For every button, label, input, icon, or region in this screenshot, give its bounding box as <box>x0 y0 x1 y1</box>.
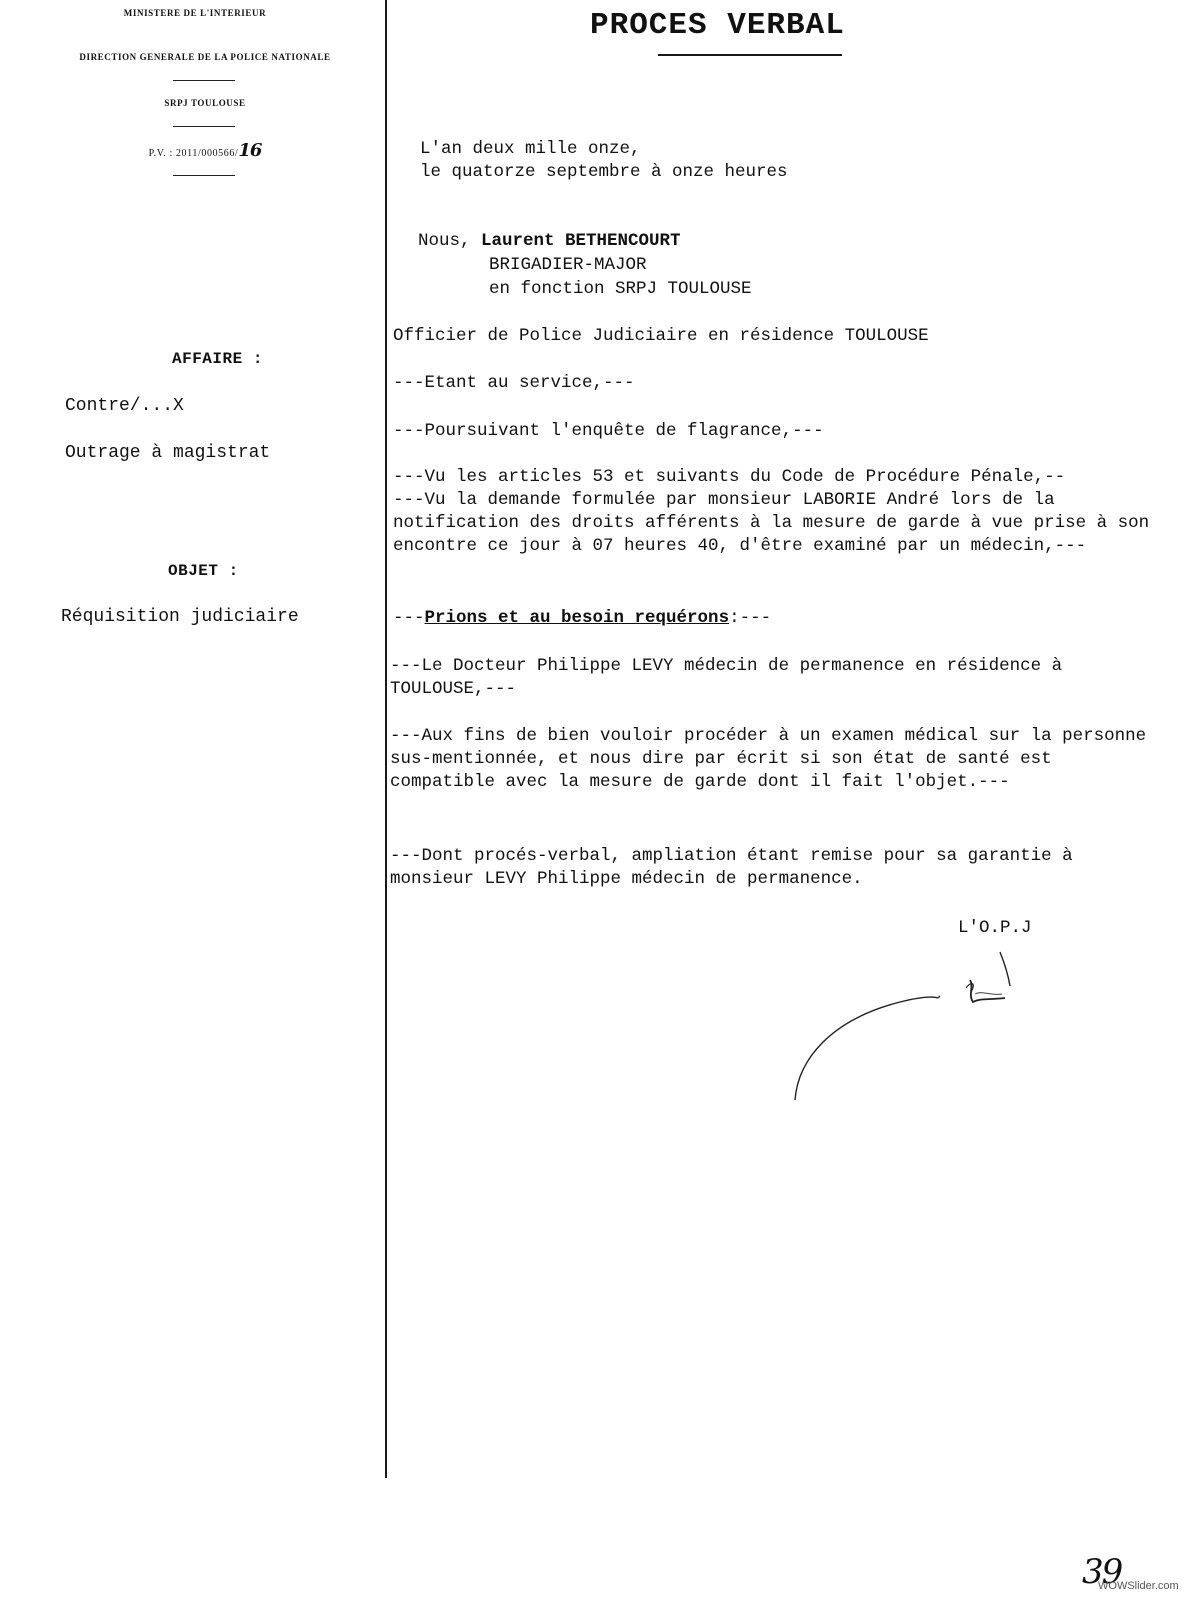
opj-signature-label: L'O.P.J <box>958 918 1032 938</box>
vu-demande: ---Vu la demande formulée par monsieur LABORIE André lors de la notification des droits afférents à la mesure de garde à vue prise à son encontre ce jour à 07 heures 40, d'être examiné par un médecin,--- <box>393 490 1160 556</box>
nous-prefix: Nous, <box>418 231 482 251</box>
prions-suffix: :--- <box>729 608 772 628</box>
docteur-paragraph: ---Le Docteur Philippe LEVY médecin de permanence en résidence à TOULOUSE,--- <box>390 656 1073 699</box>
watermark: WOWSlider.com <box>1098 1580 1179 1592</box>
date-line-1: L'an deux mille onze, <box>420 139 641 159</box>
officer-name: Laurent BETHENCOURT <box>481 231 681 251</box>
officer-function: en fonction SRPJ TOULOUSE <box>489 279 752 299</box>
poursuivant-line: ---Poursuivant l'enquête de flagrance,--- <box>393 421 824 441</box>
divider <box>173 80 235 81</box>
officer-line <box>418 230 681 253</box>
pv-handwritten-number: 16 <box>238 140 262 161</box>
vu-articles: ---Vu les articles 53 et suivants du Code de Procédure Pénale,-- <box>393 467 1066 487</box>
prions-line <box>393 607 771 630</box>
direction-heading: DIRECTION GENERALE DE LA POLICE NATIONALE <box>79 52 331 62</box>
srpj-heading: SRPJ TOULOUSE <box>164 98 246 108</box>
affaire-outrage: Outrage à magistrat <box>65 443 271 463</box>
divider <box>173 126 235 127</box>
signature-image <box>790 940 1090 1120</box>
officier-line: Officier de Police Judiciaire en résidence TOULOUSE <box>393 326 929 346</box>
pv-reference <box>0 140 410 161</box>
vertical-divider <box>385 0 387 1478</box>
page-title: PROCES VERBAL <box>590 8 845 43</box>
dont-paragraph: ---Dont procés-verbal, ampliation étant remise pour sa garantie à monsieur LEVY Philippe médecin de permanence. <box>390 846 1084 889</box>
page-number: 39 <box>1082 1552 1122 1592</box>
prions-prefix: --- <box>393 608 425 628</box>
pv-number: P.V. : 2011/000566/ <box>148 148 239 159</box>
objet-label: OBJET : <box>168 562 239 580</box>
service-line: ---Etant au service,--- <box>393 373 635 393</box>
divider <box>173 175 235 176</box>
left-column <box>0 0 385 1480</box>
title-underline <box>658 54 842 56</box>
vu-paragraph <box>393 466 1160 558</box>
prions-emphasis: Prions et au besoin requérons <box>424 608 730 628</box>
affaire-contre: Contre/...X <box>65 396 184 416</box>
ministry-heading: MINISTERE DE L'INTERIEUR <box>123 8 267 18</box>
aux-fins-paragraph: ---Aux fins de bien vouloir procéder à un examen médical sur la personne sus-mentionnée, et nous dire par écrit si son état de santé est compatible avec la mesure de garde dont il fait l'objet.--- <box>390 726 1157 792</box>
officer-grade: BRIGADIER-MAJOR <box>489 255 647 275</box>
date-line-2: le quatorze septembre à onze heures <box>420 162 788 182</box>
objet-requisition: Réquisition judiciaire <box>61 607 299 627</box>
affaire-label: AFFAIRE : <box>172 350 263 368</box>
